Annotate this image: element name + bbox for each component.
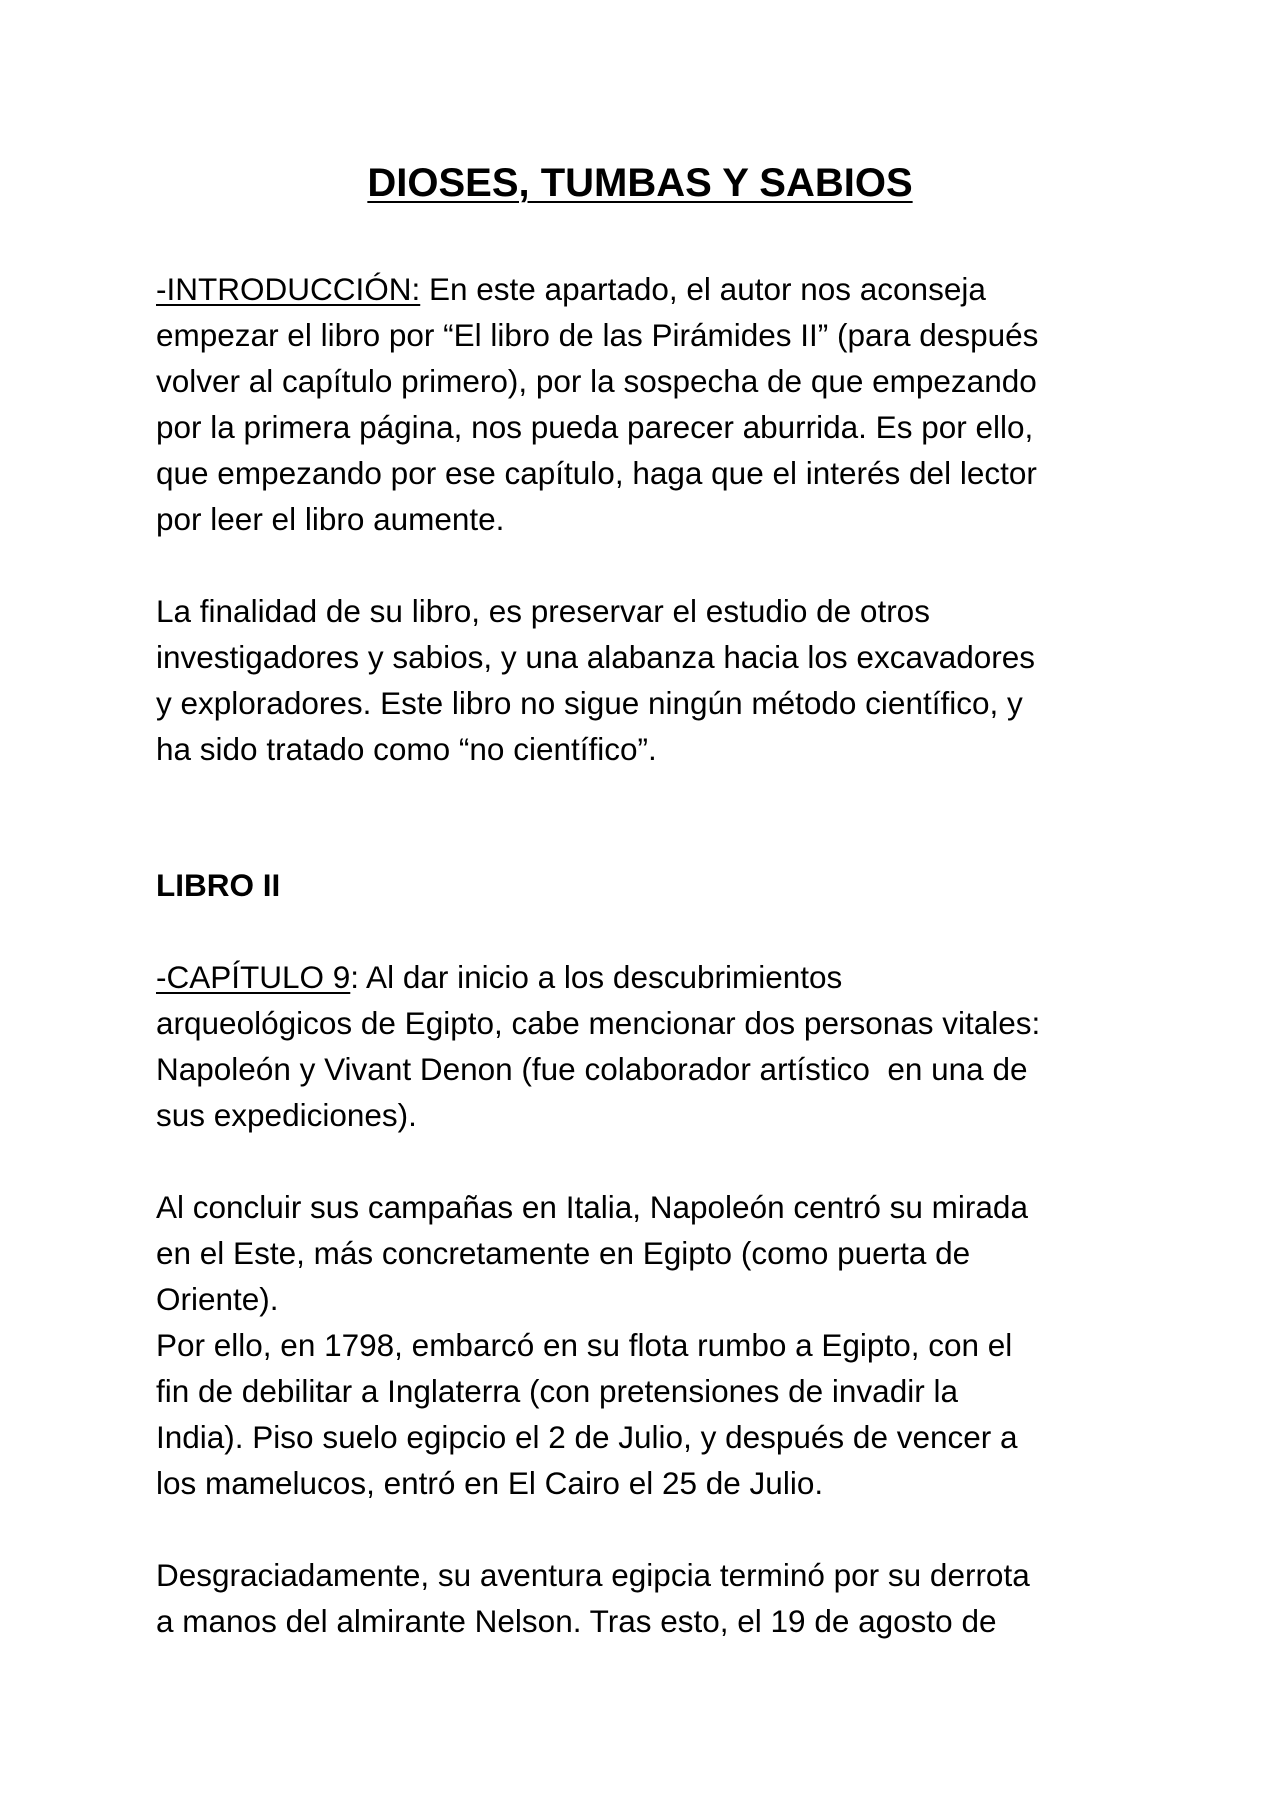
cap9-line-1-text: : Al dar inicio a los descubrimientos <box>350 959 843 995</box>
cap9-line-4: sus expediciones). <box>156 1097 417 1133</box>
campanas-line-2: en el Este, más concretamente en Egipto (como puerta de <box>156 1235 971 1271</box>
derrota-line-1: Desgraciadamente, su aventura egipcia terminó por su derrota <box>156 1557 1030 1593</box>
document-title: DIOSES, TUMBAS Y SABIOS <box>367 161 913 205</box>
campaigns-paragraph <box>156 1184 1146 1506</box>
intro-line-1-text: En este apartado, el autor nos aconseja <box>420 271 986 307</box>
intro-paragraph <box>156 266 1146 542</box>
finalidad-line-2: investigadores y sabios, y una alabanza hacia los excavadores <box>156 639 1036 675</box>
intro-line-6: por leer el libro aumente. <box>156 501 505 537</box>
intro-line-2: empezar el libro por “El libro de las Pirámides II” (para después <box>156 317 1039 353</box>
cap9-line-2: arqueológicos de Egipto, cabe mencionar dos personas vitales: <box>156 1005 1041 1041</box>
finalidad-line-1: La finalidad de su libro, es preservar el estudio de otros <box>156 593 930 629</box>
defeat-paragraph <box>156 1552 1146 1644</box>
campanas-line-5: fin de debilitar a Inglaterra (con pretensiones de invadir la <box>156 1373 958 1409</box>
campanas-line-6: India). Piso suelo egipcio el 2 de Julio, y después de vencer a <box>156 1419 1018 1455</box>
finalidad-paragraph <box>156 588 1146 772</box>
intro-line-3: volver al capítulo primero), por la sospecha de que empezando <box>156 363 1037 399</box>
intro-label: -INTRODUCCIÓN: <box>156 271 421 307</box>
cap9-line-3: Napoleón y Vivant Denon (fue colaborador artístico en una de <box>156 1051 1028 1087</box>
chapter-9-paragraph <box>156 954 1146 1138</box>
finalidad-line-4: ha sido tratado como “no científico”. <box>156 731 657 767</box>
campanas-line-3: Oriente). <box>156 1281 279 1317</box>
section-heading: LIBRO II <box>156 867 281 903</box>
finalidad-line-3: y exploradores. Este libro no sigue ningún método científico, y <box>156 685 1023 721</box>
campanas-line-7: los mamelucos, entró en El Cairo el 25 de Julio. <box>156 1465 824 1501</box>
intro-line-5: que empezando por ese capítulo, haga que el interés del lector <box>156 455 1037 491</box>
derrota-line-2: a manos del almirante Nelson. Tras esto, el 19 de agosto de <box>156 1603 997 1639</box>
cap9-line-1 <box>156 954 1146 1000</box>
campanas-line-4: Por ello, en 1798, embarcó en su flota rumbo a Egipto, con el <box>156 1327 1013 1363</box>
campanas-line-1: Al concluir sus campañas en Italia, Napoleón centró su mirada <box>156 1189 1028 1225</box>
intro-line-4: por la primera página, nos pueda parecer aburrida. Es por ello, <box>156 409 1034 445</box>
cap9-label: -CAPÍTULO 9 <box>156 959 351 995</box>
intro-line-1 <box>156 266 1146 312</box>
